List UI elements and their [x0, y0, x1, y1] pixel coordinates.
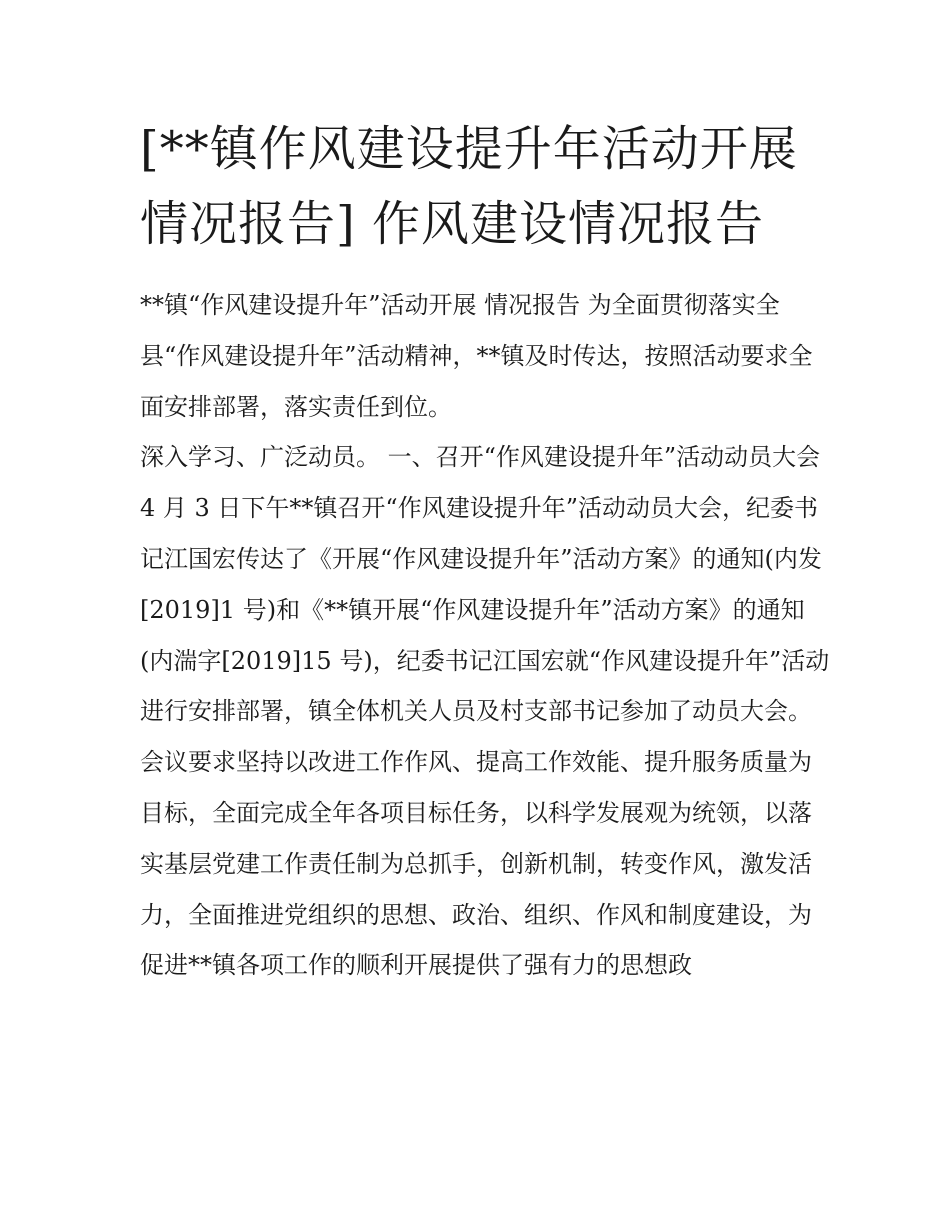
document-body	[140, 280, 830, 991]
document-title: [**镇作风建设提升年活动开展情况报告] 作风建设情况报告	[140, 121, 798, 252]
paragraph-intro: **镇“作风建设提升年”活动开展 情况报告 为全面贯彻落实全县“作风建设提升年”活动精神，**镇及时传达，按照活动要求全面安排部署，落实责任到位。	[140, 291, 813, 421]
paragraph-meeting-requirements: 会议要求坚持以改进工作作风、提高工作效能、提升服务质量为目标，全面完成全年各项目标任务，以科学发展观为统领，以落实基层党建工作责任制为总抓手，创新机制，转变作风，激发活力，全面推进党组织的思想、政治、组织、作风和制度建设，为促进**镇各项工作的顺利开展提供了强有力的思想政	[140, 748, 812, 980]
paragraph-section-heading: 深入学习、广泛动员。 一、召开“作风建设提升年”活动动员大会	[140, 443, 821, 472]
paragraph-mobilization-meeting: 4 月 3 日下午**镇召开“作风建设提升年”活动动员大会，纪委书记江国宏传达了《开展“作风建设提升年”活动方案》的通知(内发[2019]1 号)和《**镇开展“作风建设提升年”活动方案》的通知(内湍字[2019]15 号)，纪委书记江国宏就“作风建设提升年”活动进行安排部署，镇全体机关人员及村支部书记参加了动员大会。	[140, 494, 830, 726]
